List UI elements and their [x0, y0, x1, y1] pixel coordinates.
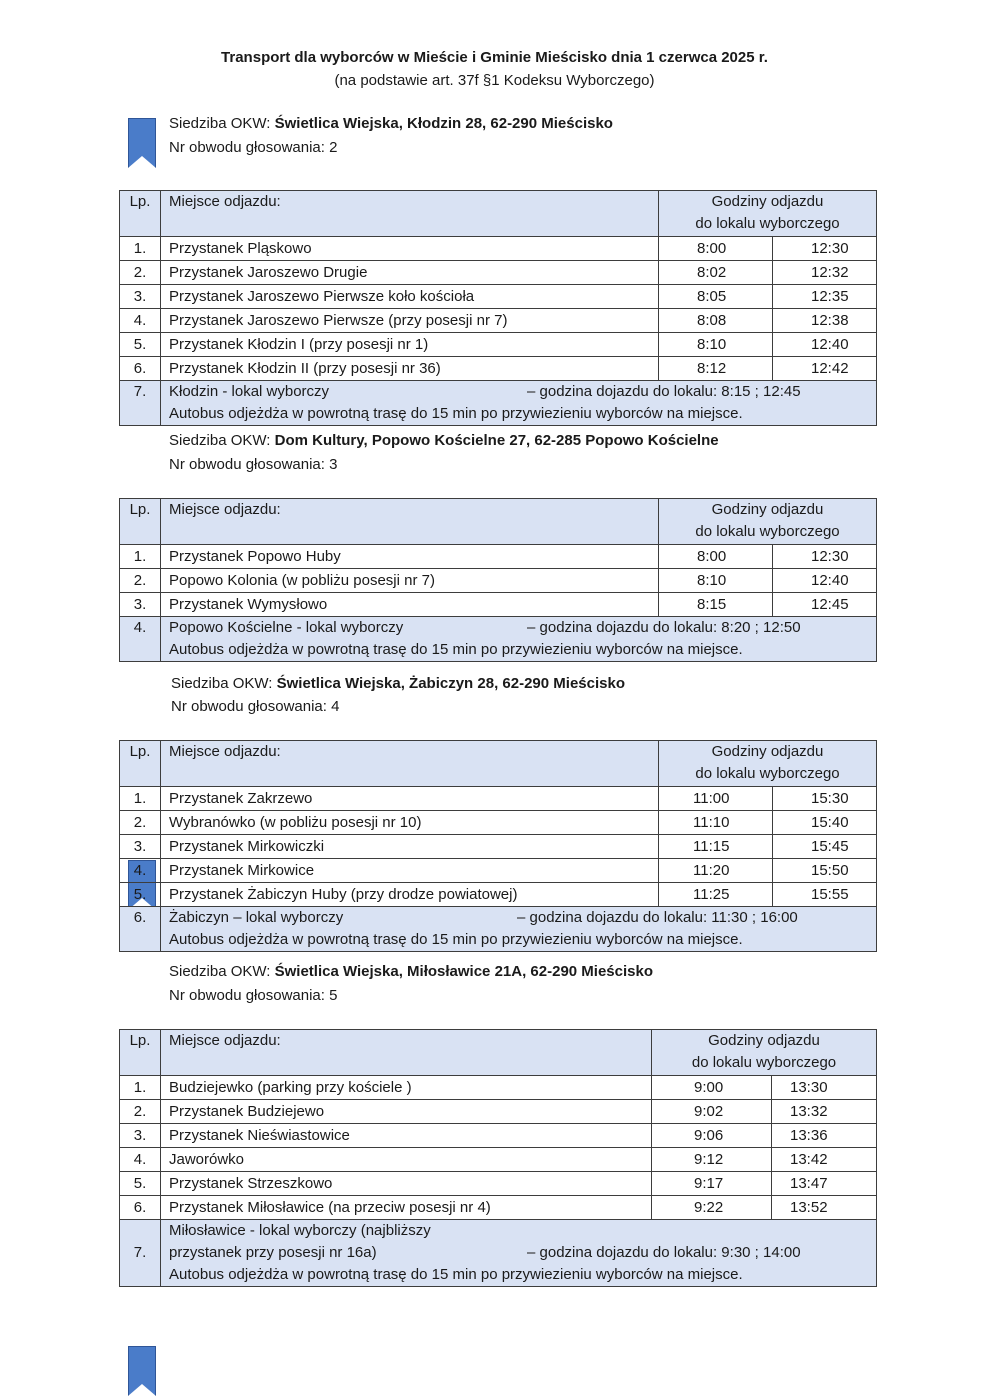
document-subtitle: (na podstawie art. 37f §1 Kodeksu Wyborczego): [334, 72, 655, 89]
row-lp: 1.: [120, 787, 161, 811]
row-time-2: 12:40: [773, 569, 877, 593]
row-place: Przystanek Zakrzewo: [161, 787, 659, 811]
row-time-2: 13:42: [772, 1148, 877, 1172]
table-header-row: [120, 741, 877, 787]
table-row: [120, 261, 877, 285]
row-lp: 4.: [120, 309, 161, 333]
row-time-1: 8:08: [659, 309, 773, 333]
row-place: Przystanek Kłodzin II (przy posesji nr 36): [161, 357, 659, 381]
row-time-2: 12:32: [773, 261, 877, 285]
table-row: [120, 1124, 877, 1148]
row-time-2: 12:30: [773, 237, 877, 261]
table-row: [120, 1076, 877, 1100]
row-time-2: 12:38: [773, 309, 877, 333]
okw-label: Siedziba OKW:: [171, 675, 277, 692]
row-time-1: 11:20: [659, 859, 773, 883]
bookmark-icon[interactable]: [128, 1346, 156, 1396]
row-place: Popowo Kolonia (w pobliżu posesji nr 7): [161, 569, 659, 593]
row-time-1: 8:12: [659, 357, 773, 381]
row-time-2: 15:50: [773, 859, 877, 883]
row-place: Budziejewko (parking przy kościele ): [161, 1076, 652, 1100]
row-lp: 2.: [120, 261, 161, 285]
document-title: Transport dla wyborców w Mieście i Gminie Mieścisko dnia 1 czerwca 2025 r.: [221, 49, 768, 66]
row-time-1: 8:15: [659, 593, 773, 617]
header-hours: [659, 741, 877, 787]
row-time-2: 13:47: [772, 1172, 877, 1196]
row-place: Przystanek Żabiczyn Huby (przy drodze powiatowej): [161, 883, 659, 907]
header-place: Miejsce odjazdu:: [161, 741, 659, 787]
header-hours-line1: Godziny odjazdu: [711, 193, 824, 210]
table-row: [120, 545, 877, 569]
row-lp: 2.: [120, 569, 161, 593]
final-cell: [161, 381, 877, 426]
okw-address: [171, 675, 625, 692]
row-time-2: 15:30: [773, 787, 877, 811]
okw-label: Siedziba OKW:: [169, 963, 275, 980]
schedule-table: [119, 190, 877, 426]
row-time-2: 12:45: [773, 593, 877, 617]
header-hours-line2: do lokalu wyborczego: [691, 1054, 837, 1071]
row-time-2: 12:42: [773, 357, 877, 381]
header-place: Miejsce odjazdu:: [161, 191, 659, 237]
final-place: Popowo Kościelne - lokal wyborczy: [169, 619, 404, 636]
table-row: [120, 333, 877, 357]
header-hours-line1: Godziny odjazdu: [711, 501, 824, 518]
header-hours-line1: Godziny odjazdu: [711, 743, 824, 760]
row-time-1: 9:22: [652, 1196, 772, 1220]
bookmark-icon[interactable]: [128, 118, 156, 168]
table-row: [120, 835, 877, 859]
row-time-2: 12:35: [773, 285, 877, 309]
row-place: Przystanek Jaroszewo Pierwsze (przy posesji nr 7): [161, 309, 659, 333]
row-time-1: 9:00: [652, 1076, 772, 1100]
row-time-2: 13:30: [772, 1076, 877, 1100]
row-lp: 7.: [120, 381, 161, 426]
table-row: [120, 237, 877, 261]
row-time-2: 13:52: [772, 1196, 877, 1220]
row-lp: 2.: [120, 1100, 161, 1124]
row-place: Przystanek Mirkowice: [161, 859, 659, 883]
row-time-1: 9:17: [652, 1172, 772, 1196]
row-time-1: 11:10: [659, 811, 773, 835]
okw-name: Dom Kultury, Popowo Kościelne 27, 62-285 Popowo Kościelne: [274, 432, 719, 449]
row-lp: 1.: [120, 1076, 161, 1100]
okw-address: [169, 963, 653, 980]
row-time-2: 12:30: [773, 545, 877, 569]
row-time-1: 11:15: [659, 835, 773, 859]
row-place: Przystanek Pląskowo: [161, 237, 659, 261]
okw-label: Siedziba OKW:: [169, 432, 275, 449]
table-row: [120, 1148, 877, 1172]
okw-address: [169, 432, 719, 449]
schedule-table: [119, 1029, 877, 1287]
table-header-row: [120, 499, 877, 545]
table-row: [120, 1172, 877, 1196]
row-place: Przystanek Strzeszkowo: [161, 1172, 652, 1196]
row-lp: 4.: [120, 859, 161, 883]
row-place: Przystanek Kłodzin I (przy posesji nr 1): [161, 333, 659, 357]
schedule-table: [119, 740, 877, 952]
final-cell: [161, 617, 877, 662]
table-row: [120, 285, 877, 309]
row-place: Przystanek Popowo Huby: [161, 545, 659, 569]
obwod-number: Nr obwodu głosowania: 4: [171, 698, 340, 715]
header-hours-line2: do lokalu wyborczego: [695, 765, 840, 782]
header-hours-line2: do lokalu wyborczego: [695, 523, 840, 540]
row-time-1: 8:10: [659, 569, 773, 593]
header-lp: Lp.: [120, 741, 161, 787]
row-lp: 5.: [120, 883, 161, 907]
row-place: Wybranówko (w pobliżu posesji nr 10): [161, 811, 659, 835]
header-lp: Lp.: [120, 1030, 161, 1076]
final-place-line2: przystanek przy posesji nr 16a): [169, 1244, 377, 1261]
row-lp: 3.: [120, 1124, 161, 1148]
okw-address: [169, 115, 613, 132]
header-place: Miejsce odjazdu:: [161, 1030, 652, 1076]
row-time-2: 15:40: [773, 811, 877, 835]
final-place: Miłosławice - lokal wyborczy (najbliższy: [169, 1222, 431, 1239]
schedule-table: [119, 498, 877, 662]
row-time-1: 11:25: [659, 883, 773, 907]
header-hours-line2: do lokalu wyborczego: [695, 215, 840, 232]
okw-name: Świetlica Wiejska, Kłodzin 28, 62-290 Mieścisko: [274, 115, 613, 132]
return-note: Autobus odjeżdża w powrotną trasę do 15 min po przywiezieniu wyborców na miejsce.: [169, 1266, 743, 1283]
row-time-2: 13:32: [772, 1100, 877, 1124]
table-row: [120, 859, 877, 883]
arrival-time: – godzina dojazdu do lokalu: 8:15 ; 12:45: [527, 383, 801, 400]
row-time-1: 9:06: [652, 1124, 772, 1148]
row-time-2: 15:55: [773, 883, 877, 907]
row-lp: 6.: [120, 907, 161, 952]
row-place: Przystanek Budziejewo: [161, 1100, 652, 1124]
row-place: Przystanek Jaroszewo Pierwsze koło kościoła: [161, 285, 659, 309]
header-lp: Lp.: [120, 191, 161, 237]
row-time-2: 15:45: [773, 835, 877, 859]
return-note: Autobus odjeżdża w powrotną trasę do 15 min po przywiezieniu wyborców na miejsce.: [169, 405, 743, 422]
row-time-1: 9:02: [652, 1100, 772, 1124]
row-lp: 3.: [120, 593, 161, 617]
header-lp: Lp.: [120, 499, 161, 545]
table-row: [120, 787, 877, 811]
final-place: Żabiczyn – lokal wyborczy: [169, 909, 344, 926]
row-lp: 5.: [120, 1172, 161, 1196]
row-lp: 3.: [120, 835, 161, 859]
final-cell: [161, 1220, 877, 1287]
obwod-number: Nr obwodu głosowania: 3: [169, 456, 338, 473]
header-place: Miejsce odjazdu:: [161, 499, 659, 545]
final-row: [120, 381, 877, 426]
final-row: [120, 1220, 877, 1287]
row-lp: 5.: [120, 333, 161, 357]
row-lp: 4.: [120, 617, 161, 662]
row-lp: 7.: [120, 1220, 161, 1287]
table-row: [120, 309, 877, 333]
row-time-1: 8:10: [659, 333, 773, 357]
final-row: [120, 907, 877, 952]
row-place: Przystanek Mirkowiczki: [161, 835, 659, 859]
row-lp: 4.: [120, 1148, 161, 1172]
table-row: [120, 1100, 877, 1124]
obwod-number: Nr obwodu głosowania: 5: [169, 987, 338, 1004]
row-time-2: 13:36: [772, 1124, 877, 1148]
row-time-1: 11:00: [659, 787, 773, 811]
row-place: Przystanek Nieświastowice: [161, 1124, 652, 1148]
table-row: [120, 593, 877, 617]
row-place: Przystanek Wymysłowo: [161, 593, 659, 617]
row-lp: 1.: [120, 545, 161, 569]
arrival-time: – godzina dojazdu do lokalu: 8:20 ; 12:50: [527, 619, 801, 636]
row-time-1: 8:00: [659, 545, 773, 569]
row-time-1: 8:02: [659, 261, 773, 285]
row-time-1: 8:05: [659, 285, 773, 309]
table-row: [120, 883, 877, 907]
okw-name: Świetlica Wiejska, Miłosławice 21A, 62-290 Mieścisko: [274, 963, 654, 980]
return-note: Autobus odjeżdża w powrotną trasę do 15 min po przywiezieniu wyborców na miejsce.: [169, 931, 743, 948]
table-header-row: [120, 191, 877, 237]
okw-name: Świetlica Wiejska, Żabiczyn 28, 62-290 Mieścisko: [276, 675, 625, 692]
row-place: Przystanek Jaroszewo Drugie: [161, 261, 659, 285]
header-hours: [652, 1030, 877, 1076]
table-row: [120, 569, 877, 593]
row-time-1: 8:00: [659, 237, 773, 261]
final-place: Kłodzin - lokal wyborczy: [169, 383, 330, 400]
obwod-number: Nr obwodu głosowania: 2: [169, 139, 338, 156]
arrival-time: – godzina dojazdu do lokalu: 11:30 ; 16:00: [517, 909, 798, 926]
okw-label: Siedziba OKW:: [169, 115, 275, 132]
table-row: [120, 357, 877, 381]
final-cell: [161, 907, 877, 952]
row-lp: 6.: [120, 357, 161, 381]
header-hours-line1: Godziny odjazdu: [708, 1032, 820, 1049]
table-header-row: [120, 1030, 877, 1076]
header-hours: [659, 191, 877, 237]
table-row: [120, 1196, 877, 1220]
return-note: Autobus odjeżdża w powrotną trasę do 15 min po przywiezieniu wyborców na miejsce.: [169, 641, 743, 658]
row-lp: 6.: [120, 1196, 161, 1220]
final-row: [120, 617, 877, 662]
row-lp: 1.: [120, 237, 161, 261]
row-place: Jaworówko: [161, 1148, 652, 1172]
row-time-1: 9:12: [652, 1148, 772, 1172]
table-row: [120, 811, 877, 835]
row-time-2: 12:40: [773, 333, 877, 357]
row-lp: 3.: [120, 285, 161, 309]
row-lp: 2.: [120, 811, 161, 835]
header-hours: [659, 499, 877, 545]
row-place: Przystanek Miłosławice (na przeciw posesji nr 4): [161, 1196, 652, 1220]
arrival-time: – godzina dojazdu do lokalu: 9:30 ; 14:00: [527, 1244, 801, 1261]
